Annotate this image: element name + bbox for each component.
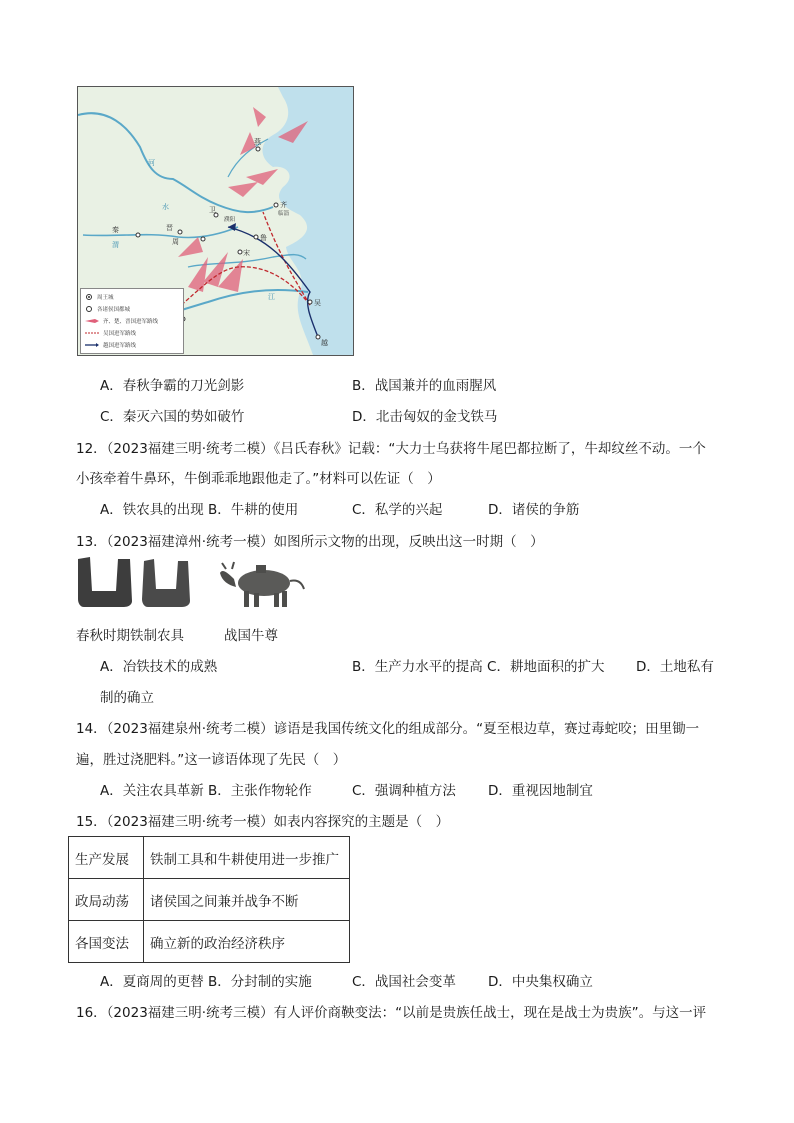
map-legend bbox=[80, 288, 184, 354]
legend-row-capitals bbox=[85, 305, 130, 313]
q13-option-bc: B．生产力水平的提高 C．耕地面积的扩大 bbox=[352, 659, 605, 675]
q11-option-a: A．春秋争霸的刀光剑影 bbox=[100, 378, 245, 394]
legend-label-yue: 越国进军路线 bbox=[103, 343, 137, 349]
q15-stem: 15．（2023福建三明·统考一模）如表内容探究的主题是（ ） bbox=[76, 814, 450, 830]
legend-label-wu: 吴国进军路线 bbox=[103, 331, 137, 337]
map-label-song: 宋 bbox=[243, 249, 250, 257]
table-cell-key: 政局动荡 bbox=[69, 879, 144, 921]
q13-option-d-cont: 制的确立 bbox=[100, 690, 154, 706]
table-cell-key: 生产发展 bbox=[69, 837, 144, 879]
q13-caption-ox-zun: 战国牛尊 bbox=[224, 628, 278, 644]
q14-stem-line1: 14．（2023福建泉州·统考二模）谚语是我国传统文化的组成部分。“夏至根边草，赛过毒蛇咬；田里锄一 bbox=[76, 721, 700, 737]
map-label-zhou: 周 bbox=[172, 238, 179, 246]
q12-stem-line1: 12．（2023福建三明·统考二模）《吕氏春秋》记载：“大力士乌获将牛尾巴都拉断了，牛却纹丝不动。一个 bbox=[76, 441, 706, 457]
historical-map bbox=[77, 86, 354, 356]
legend-row-wu bbox=[85, 329, 136, 337]
q11-option-c: C．秦灭六国的势如破竹 bbox=[100, 409, 245, 425]
map-label-wei: 卫 bbox=[209, 206, 216, 214]
table-row bbox=[69, 837, 350, 879]
map-label-shui: 水 bbox=[162, 203, 169, 211]
yellow-river bbox=[78, 113, 273, 212]
q14-option-c: C．强调种植方法 bbox=[352, 783, 456, 799]
map-label-he: 河 bbox=[148, 159, 155, 167]
q11-option-b: B．战国兼并的血雨腥风 bbox=[352, 378, 497, 394]
table-row bbox=[69, 921, 350, 963]
wei-river bbox=[83, 227, 238, 238]
map-label-linzi: 临淄 bbox=[278, 211, 290, 217]
legend-row-pink bbox=[85, 317, 158, 325]
q13-stem: 13．（2023福建漳州·统考一模）如图所示文物的出现，反映出这一时期（ ） bbox=[76, 534, 544, 550]
map-label-wu: 吴 bbox=[314, 299, 321, 307]
q12-option-c: C．私学的兴起 bbox=[352, 502, 443, 518]
q15-option-d: D．中央集权确立 bbox=[488, 974, 593, 990]
map-label-jin: 晋 bbox=[166, 224, 173, 232]
q15-option-c: C．战国社会变革 bbox=[352, 974, 456, 990]
q12-option-ab: A．铁农具的出现 B．牛耕的使用 bbox=[100, 502, 299, 518]
q12-stem-line2: 小孩牵着牛鼻环，牛倒乖乖地跟他走了。”材料可以佐证（ ） bbox=[76, 471, 441, 487]
map-label-yue: 越 bbox=[321, 339, 328, 347]
legend-label-royal: 周王城 bbox=[97, 295, 114, 301]
table-cell-value: 确立新的政治经济秩序 bbox=[144, 921, 350, 963]
legend-label-pink: 齐、楚、晋国进军路线 bbox=[103, 319, 159, 325]
map-label-lu: 鲁 bbox=[260, 234, 267, 242]
iron-farm-tools-image bbox=[76, 555, 204, 609]
q14-stem-line2: 遍，胜过浇肥料。”这一谚语体现了先民（ ） bbox=[76, 752, 347, 768]
q16-stem-line1: 16．（2023福建三明·统考三模）有人评价商鞅变法：“以前是贵族任战士，现在是战士为贵族”。与这一评 bbox=[76, 1005, 707, 1021]
legend-row-royal bbox=[85, 293, 114, 301]
table-cell-value: 铁制工具和牛耕使用进一步推广 bbox=[144, 837, 350, 879]
table-cell-key: 各国变法 bbox=[69, 921, 144, 963]
q15-table bbox=[68, 836, 350, 963]
q13-option-d: D．土地私有 bbox=[636, 659, 714, 675]
q14-option-d: D．重视因地制宜 bbox=[488, 783, 593, 799]
table-cell-value: 诸侯国之间兼并战争不断 bbox=[144, 879, 350, 921]
q14-option-ab: A．关注农具革新 B．主张作物轮作 bbox=[100, 783, 312, 799]
map-label-wei-river: 渭 bbox=[112, 241, 119, 249]
q11-option-d: D．北击匈奴的金戈铁马 bbox=[352, 409, 498, 425]
map-label-yan: 燕 bbox=[254, 138, 261, 146]
warring-states-ox-zun-image bbox=[218, 555, 306, 609]
table-row bbox=[69, 879, 350, 921]
q15-option-ab: A．夏商周的更替 B．分封制的实施 bbox=[100, 974, 312, 990]
sea bbox=[262, 87, 353, 355]
q13-caption-tools: 春秋时期铁制农具 bbox=[76, 628, 184, 644]
map-label-jiang: 江 bbox=[268, 293, 275, 301]
q13-option-a: A．冶铁技术的成熟 bbox=[100, 659, 218, 675]
legend-row-yue bbox=[85, 341, 136, 349]
q12-option-d: D．诸侯的争筋 bbox=[488, 502, 580, 518]
map-label-qi: 齐 bbox=[280, 201, 287, 209]
legend-label-capitals: 各诸侯国都城 bbox=[97, 307, 131, 313]
map-label-puyang: 濮阳 bbox=[224, 217, 236, 223]
map-label-qin: 秦 bbox=[112, 226, 119, 234]
